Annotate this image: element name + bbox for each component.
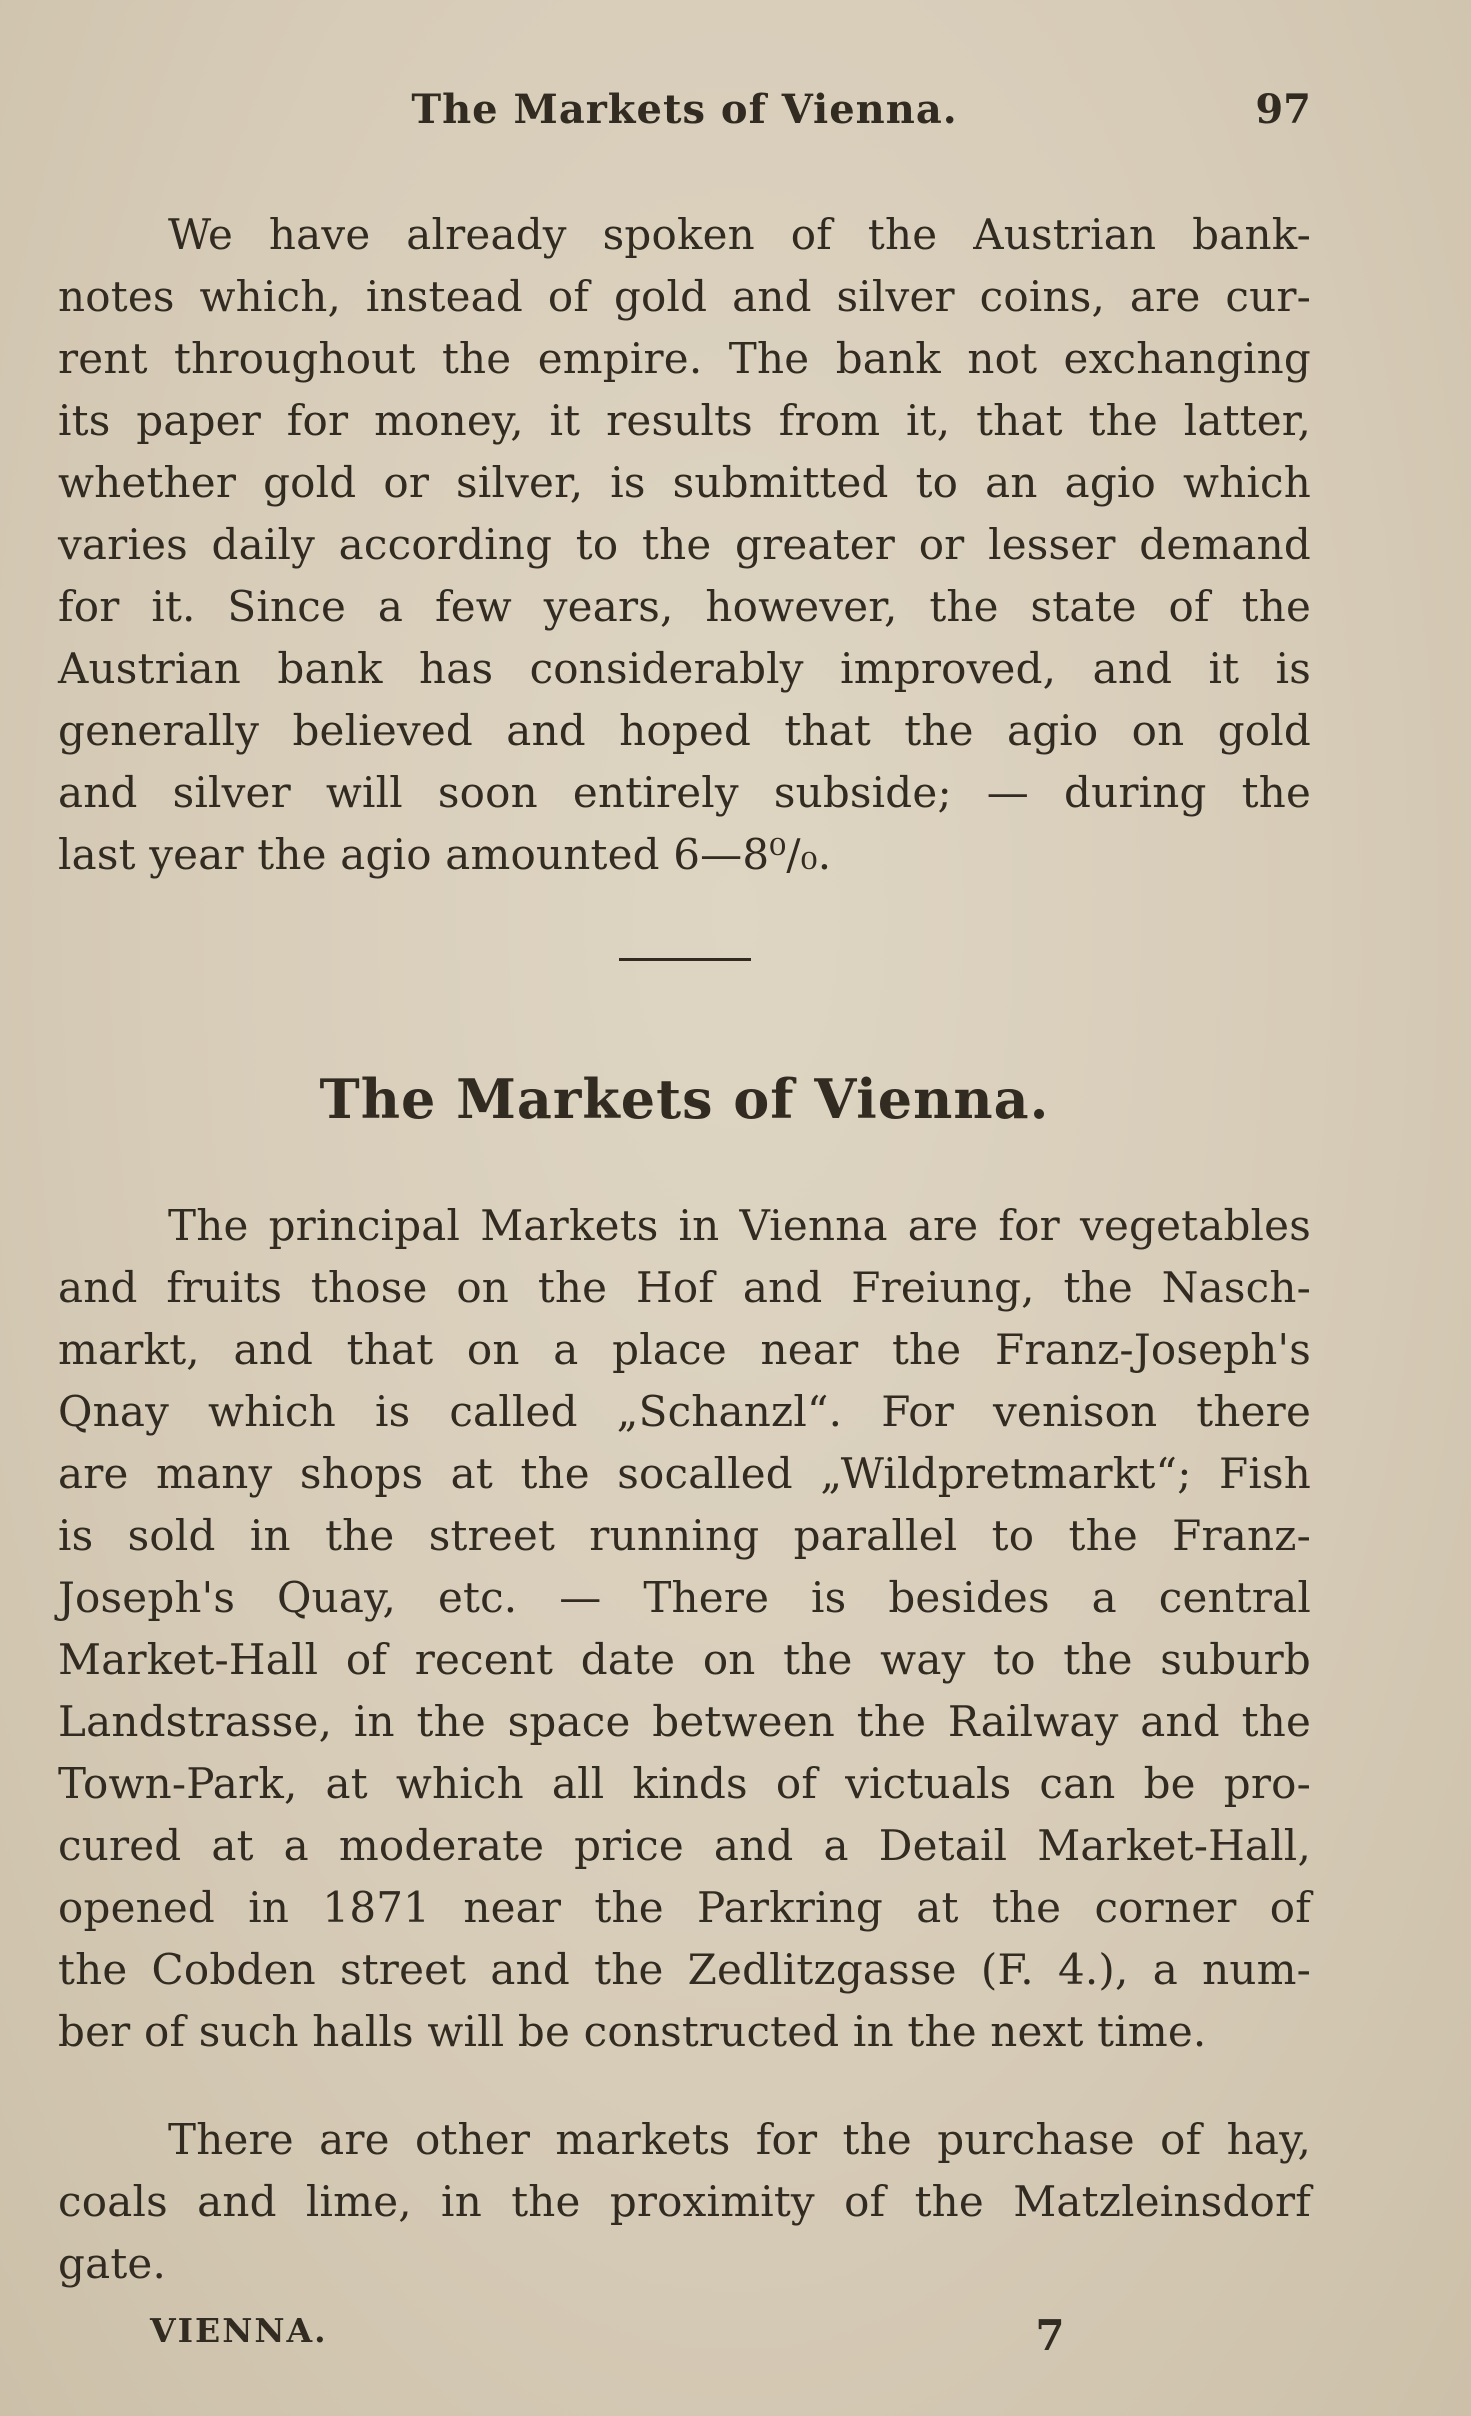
- page-number: 97: [1255, 86, 1311, 133]
- section-divider: [619, 958, 751, 961]
- text-line: are many shops at the socalled „Wildpretmarkt“; Fish: [58, 1449, 1311, 1498]
- page-header: [58, 86, 1311, 142]
- text-line: We have already spoken of the Austrian bank-: [168, 210, 1311, 259]
- signature-number: 7: [1035, 2311, 1065, 2360]
- section-title: The Markets of Vienna.: [319, 1067, 1050, 1131]
- text-line: markt, and that on a place near the Franz-Joseph's: [58, 1325, 1311, 1374]
- text-line: notes which, instead of gold and silver coins, are cur-: [58, 272, 1311, 321]
- paragraph-other-markets: [58, 2109, 1311, 2295]
- text-line: last year the agio amounted 6—8⁰/₀.: [58, 830, 832, 879]
- text-line: The principal Markets in Vienna are for vegetables: [168, 1201, 1311, 1250]
- text-line: varies daily according to the greater or lesser demand: [58, 520, 1311, 569]
- text-line: and silver will soon entirely subside; — during the: [58, 768, 1311, 817]
- text-line: and fruits those on the Hof and Freiung, the Nasch-: [58, 1263, 1311, 1312]
- text-line: whether gold or silver, is submitted to an agio which: [58, 458, 1311, 507]
- text-line: for it. Since a few years, however, the state of the: [58, 582, 1311, 631]
- text-column: [58, 204, 1311, 2363]
- printer-signature: VIENNA.: [150, 2311, 328, 2350]
- text-line: gate.: [58, 2239, 167, 2288]
- text-line: is sold in the street running parallel to the Franz-: [58, 1511, 1311, 1560]
- text-line: opened in 1871 near the Parkring at the corner of: [58, 1883, 1311, 1932]
- text-line: cured at a moderate price and a Detail Market-Hall,: [58, 1821, 1311, 1870]
- text-line: Town-Park, at which all kinds of victuals can be pro-: [58, 1759, 1311, 1808]
- text-line: generally believed and hoped that the agio on gold: [58, 706, 1311, 755]
- page-footer: [58, 2311, 1311, 2363]
- text-line: Landstrasse, in the space between the Railway and the: [58, 1697, 1311, 1746]
- paragraph-markets: [58, 1195, 1311, 2063]
- running-header: The Markets of Vienna.: [411, 86, 958, 133]
- text-line: There are other markets for the purchase of hay,: [168, 2115, 1311, 2164]
- text-line: coals and lime, in the proximity of the Matzleinsdorf: [58, 2177, 1311, 2226]
- text-line: Joseph's Quay, etc. — There is besides a central: [58, 1573, 1311, 1622]
- text-line: the Cobden street and the Zedlitzgasse (F. 4.), a num-: [58, 1945, 1311, 1994]
- text-line: ber of such halls will be constructed in the next time.: [58, 2007, 1207, 2056]
- text-line: rent throughout the empire. The bank not exchanging: [58, 334, 1311, 383]
- text-line: Austrian bank has considerably improved, and it is: [58, 644, 1311, 693]
- text-line: its paper for money, it results from it, that the latter,: [58, 396, 1311, 445]
- paragraph-banknotes: [58, 204, 1311, 886]
- text-line: Market-Hall of recent date on the way to the suburb: [58, 1635, 1311, 1684]
- text-line: Qnay which is called „Schanzl“. For venison there: [58, 1387, 1311, 1436]
